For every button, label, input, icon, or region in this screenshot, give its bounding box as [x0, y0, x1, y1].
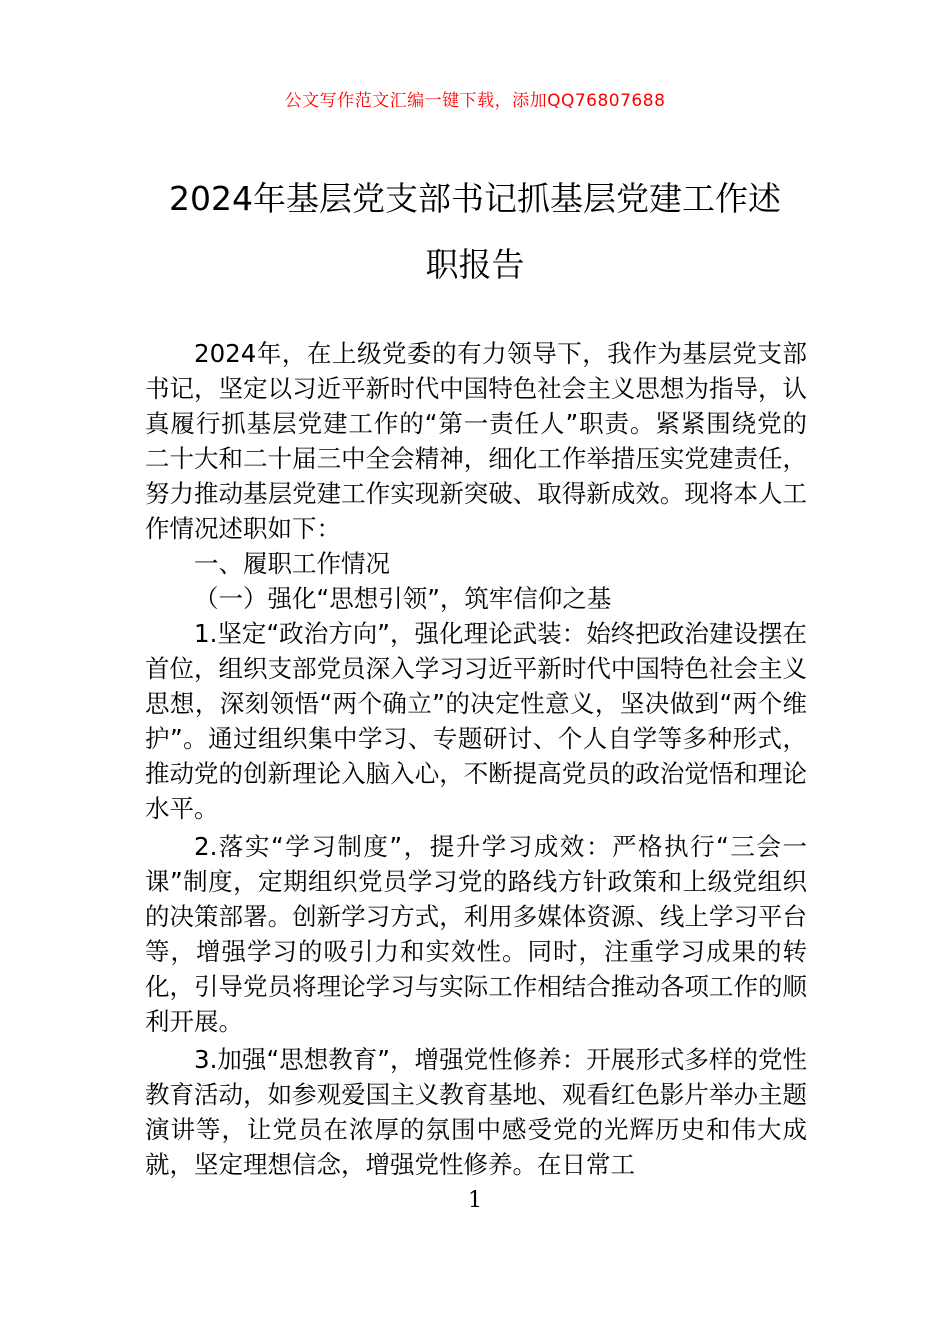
page-number: 1 [468, 1188, 482, 1213]
document-title [140, 166, 810, 298]
body-paragraph: 2.落实“学习制度”，提升学习成效：严格执行“三会一课”制度，定期组织党员学习党的路线方针政策和上级党组织的决策部署。创新学习方式，利用多媒体资源、线上学习平台等，增强学习的吸引力和实效性。同时，注重学习成果的转化，引导党员将理论学习与实际工作相结合推动各项工作的顺利开展。 [145, 832, 807, 1036]
section-heading: 一、履职工作情况 [194, 549, 390, 578]
body-paragraph: 3.加强“思想教育”，增强党性修养：开展形式多样的党性教育活动，如参观爱国主义教育基地、观看红色影片举办主题演讲等，让党员在浓厚的氛围中感受党的光辉历史和伟大成就，坚定理想信念，增强党性修养。在日常工 [145, 1045, 807, 1179]
intro-paragraph: 2024年，在上级党委的有力领导下，我作为基层党支部书记，坚定以习近平新时代中国特色社会主义思想为指导，认真履行抓基层党建工作的“第一责任人”职责。紧紧围绕党的二十大和二十届三中全会精神，细化工作举措压实党建责任，努力推动基层党建工作实现新突破、取得新成效。现将本人工作情况述职如下： [145, 339, 807, 543]
subsection-heading: （一）强化“思想引领”，筑牢信仰之基 [194, 584, 612, 613]
body-paragraph: 1.坚定“政治方向”，强化理论武装：始终把政治建设摆在首位，组织支部党员深入学习习近平新时代中国特色社会主义思想，深刻领悟“两个确立”的决定性意义，坚决做到“两个维护”。通过组织集中学习、专题研讨、个人自学等多种形式，推动党的创新理论入脑入心，不断提高党员的政治觉悟和理论水平。 [145, 619, 807, 823]
document-title-line-2: 职报告 [425, 245, 525, 284]
document-title-line-1: 2024年基层党支部书记抓基层党建工作述 [169, 179, 781, 218]
download-notice: 公文写作范文汇编一键下载，添加QQ76807688 [284, 91, 666, 111]
document-body [145, 336, 807, 1182]
